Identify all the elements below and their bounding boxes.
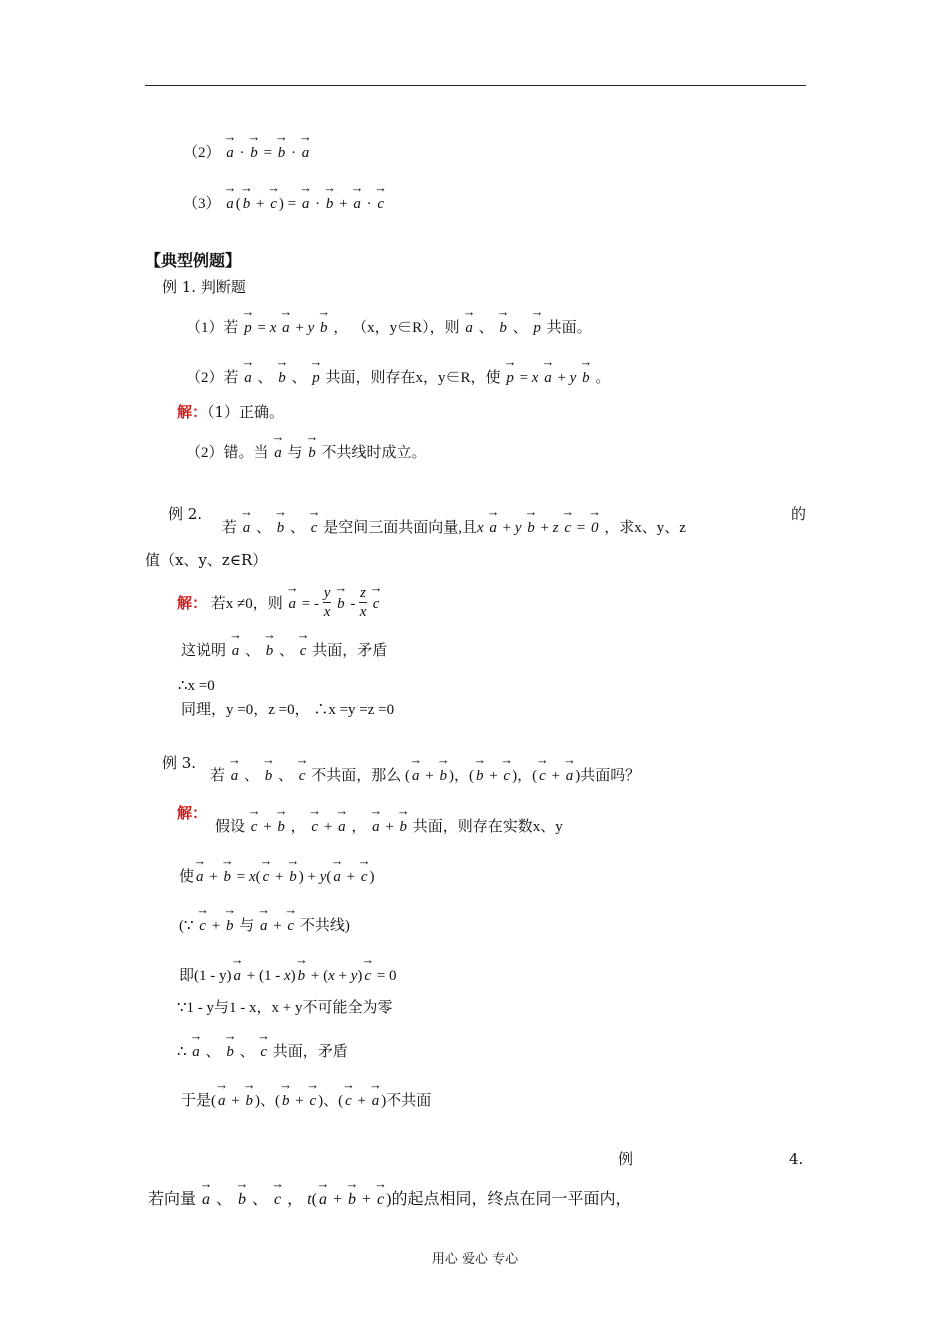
header-rule	[145, 85, 806, 86]
example-3-solution-7: 于是(→ a + → b )、(→ b + → c )、(→ c + → a )不共面	[181, 1091, 431, 1111]
example-1-solution-1: 解：（1）正确。	[177, 403, 285, 421]
example-4-question: 若向量 → a 、 → b 、 → c ， t(→ a + → b + → c )的起点相同，终点在同一平面内，	[148, 1190, 631, 1210]
example-3-solution-5: ∵1 - y与1 - x，x + y不可能全为零	[177, 1000, 393, 1016]
example-2-title: 例 2.	[168, 505, 203, 523]
section-title: 【典型例题】	[145, 251, 242, 270]
example-3-solution-3: (∵ → c + → b 与 → a + → c 不共线)	[179, 916, 350, 936]
example-3-solution-4: 即(1 - y)→ a + (1 - x)→ b + (x + y)→ c = 0	[179, 966, 397, 986]
example-2-solution-1: 解： 若x ≠0，则 → a = - $\frac{y}{x}$ → b - $\frac{z}{x}$ → c	[177, 586, 381, 623]
example-2-solution-4: 同理，y =0，z =0， ∴x =y =z =0	[181, 702, 395, 718]
example-1-solution-2: （2）错。当 → a 与 → b 不共线时成立。	[186, 443, 427, 463]
example-1-q1: （1）若 → p = x → a + y → b ， （x，y∈R），则 → a 、 → b 、 → p 共面。	[186, 318, 592, 338]
example-3-solution-1: 假设 → c + → b ， → c + → a ， → a + → b 共面，则存在实数x、y	[215, 817, 563, 837]
example-2-question: 若 → a 、 → b 、 → c 是空间三面共面向量,且x → a + y → b + z → c = → 0 ，求x、y、z	[222, 518, 686, 538]
example-2-question-line2: 值（x、y、z∈R）	[145, 551, 268, 569]
example-3-title: 例 3.	[162, 754, 197, 772]
page-footer: 用心 爱心 专心	[431, 1252, 519, 1267]
example-2-question-end: 的	[791, 505, 807, 523]
example-3-question: 若 → a 、 → b 、 → c 不共面，那么 (→ a + → b )，(→ b + → c )，(→ c + → a )共面吗？	[210, 766, 640, 786]
example-3-solution-label: 解：	[177, 804, 208, 822]
example-1-title: 例 1. 判断题	[162, 278, 246, 296]
property-2: （2） → a · → b = → b · → a	[183, 143, 311, 163]
property-3: （3） → a (→ b + → c ) = → a · → b + → a · → c	[183, 194, 386, 214]
example-4-number: 4.	[789, 1150, 804, 1168]
example-1-q2: （2）若 → a 、 → b 、 → p 共面，则存在x，y∈R，使 → p = x → a + y → b 。	[186, 368, 610, 388]
example-3-solution-6: ∴ → a 、 → b 、 → c 共面，矛盾	[177, 1042, 348, 1062]
example-4-label: 例	[618, 1150, 634, 1168]
example-3-solution-2: 使→ a + → b = x(→ c + → b ) + y(→ a + → c )	[179, 867, 375, 887]
example-2-solution-2: 这说明 → a 、 → b 、 → c 共面，矛盾	[181, 641, 387, 661]
example-2-solution-3: ∴x =0	[178, 678, 215, 694]
